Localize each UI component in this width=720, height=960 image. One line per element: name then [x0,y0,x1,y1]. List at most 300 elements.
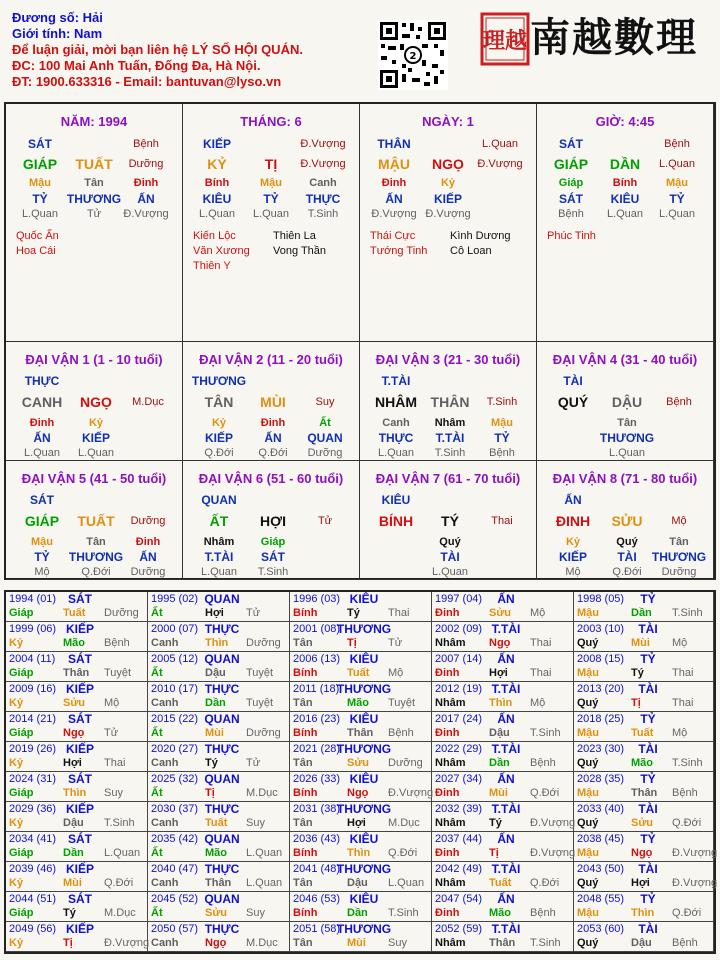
star-label: Hoa Cái [16,245,56,257]
year-ten-god: T.TÀI [491,802,521,816]
dai-van-title: ĐẠI VẬN 5 (41 - 50 tuổi) [21,471,167,486]
year-stage: Mộ [530,697,546,709]
year-stem: Kỷ [9,697,24,709]
year-stage: Đ.Vượng [104,937,150,949]
year-branch: Thân [205,877,232,889]
year-stem: Quý [577,637,599,649]
year-ten-god: QUAN [204,712,240,726]
ten-god-top: THÂN [377,137,411,151]
year-label: 1998 (05) [577,593,625,605]
year-ten-god: T.TÀI [491,622,521,636]
year-ten-god: TÀI [638,742,658,756]
pillar-cell [360,104,537,342]
year-stage: Thai [104,757,126,769]
year-ten-god: TÀI [638,862,658,876]
year-stem: Kỷ [9,637,24,649]
year-label: 1995 (02) [151,593,199,605]
hidden-stage: Đ.Vượng [123,208,169,220]
hidden-stem: Đinh [29,417,55,429]
hidden-stage: Mộ [565,566,581,578]
contact-note: Để luận giải, mời bạn liên hệ LÝ SỐ HỘI QUÁN. [12,42,303,57]
stage-branch: Suy [315,396,335,408]
year-branch: Sửu [489,607,512,619]
year-stage: Q.Đới [530,787,560,799]
hidden-stage: L.Quan [198,208,236,220]
star-label: Thái Cực [370,230,416,242]
year-cell [574,922,714,952]
year-stage: L.Quan [388,877,425,889]
year-cell [574,592,714,622]
year-branch: Thìn [63,787,87,799]
year-stem: Mậu [577,667,599,679]
hidden-ten-god: THƯƠNG [651,550,707,564]
year-ten-god: TỶ [640,592,656,606]
year-label: 1996 (03) [293,593,341,605]
earthly-branch: THÂN [430,394,470,410]
year-label: 2030 (37) [151,803,199,815]
hidden-ten-god: KIẾP [204,431,234,445]
year-branch: Dậu [489,727,510,739]
pillar-title: NĂM: 1994 [60,114,128,129]
year-stage: M.Dục [246,937,278,949]
year-cell [574,832,718,862]
hidden-ten-god: ẤN [385,192,403,206]
stage-branch: Thai [491,515,513,527]
dai-van-cell [360,461,537,580]
year-branch: Mão [631,757,653,769]
year-stage: M.Dục [388,817,420,829]
year-stage: Đ.Vượng [672,847,718,859]
year-branch: Mão [489,907,511,919]
year-cell [290,682,432,712]
year-label: 2020 (27) [151,743,199,755]
year-stem: Giáp [9,787,34,799]
hidden-stem: Quý [439,536,461,548]
year-ten-god: KIÊU [349,712,379,726]
year-ten-god: KIẾP [65,862,95,876]
year-ten-god: KIÊU [349,892,379,906]
year-branch: Dần [63,847,84,859]
hidden-ten-god: KIẾP [433,192,463,206]
year-ten-god: TÀI [638,922,658,936]
year-label: 2045 (52) [151,893,199,905]
year-ten-god: THỰC [204,622,240,636]
year-ten-god: TỶ [640,712,656,726]
year-stage: Q.Đới [672,817,702,829]
hidden-ten-god: SÁT [559,192,583,206]
hidden-stem: Kỷ [88,417,104,429]
year-branch: Thìn [631,907,655,919]
year-ten-god: KIẾP [65,742,95,756]
year-branch: Thìn [489,697,513,709]
year-ten-god: ẤN [497,832,515,846]
year-ten-god: SÁT [68,892,92,906]
year-label: 2052 (59) [435,923,483,935]
year-cell [6,652,148,682]
hidden-stage: Dưỡng [130,566,166,578]
dai-van-title: ĐẠI VẬN 6 (51 - 60 tuổi) [198,471,344,486]
hidden-stage: Dưỡng [307,447,343,459]
year-ten-god: KIÊU [349,772,379,786]
earthly-branch: MÙI [260,394,286,410]
star-label: Văn Xương [193,245,250,257]
year-stage: Thai [672,697,694,709]
seal-text: 理越 [482,28,528,54]
stage-branch: M.Dục [132,396,164,408]
year-label: 2029 (36) [9,803,57,815]
year-cell [6,802,148,832]
heavenly-stem: TÂN [204,394,234,410]
hidden-stem: Tân [617,417,637,429]
year-stem: Giáp [9,607,34,619]
year-cell [574,652,714,682]
year-stage: Tử [246,757,261,769]
hidden-stage: L.Quan [200,566,238,578]
year-stem: Canh [151,937,179,949]
hidden-stage: Dưỡng [661,566,697,578]
year-cell [148,832,290,862]
year-cell [432,802,574,832]
hidden-stage: L.Quan [431,566,469,578]
hidden-ten-god: KIÊU [202,192,232,206]
pillar-cell [6,104,183,342]
year-ten-god: TÀI [638,682,658,696]
stage-top: Bệnh [664,138,690,150]
year-label: 2027 (34) [435,773,483,785]
year-label: 2040 (47) [151,863,199,875]
year-ten-god: SÁT [68,772,92,786]
address-line: ĐC: 100 Mai Anh Tuấn, Đống Đa, Hà Nội. [12,58,261,73]
pillar-grid [4,102,716,580]
year-stage: Dưỡng [388,757,423,769]
stage-branch: Mộ [671,515,687,527]
year-stem: Nhâm [435,697,466,709]
year-stem: Bính [293,667,318,679]
phone-email-line: ĐT: 1900.633316 - Email: bantuvan@lyso.vn [12,74,282,89]
hidden-stem: Mậu [666,177,688,189]
year-branch: Mùi [347,937,366,949]
year-stem: Mậu [577,907,599,919]
year-cell [432,772,574,802]
year-stage: Bệnh [672,787,698,799]
year-ten-god: KIẾP [65,802,95,816]
year-stem: Quý [577,937,599,949]
hidden-ten-god: THƯƠNG [68,550,124,564]
hidden-stage: Q.Đới [81,566,111,578]
year-branch: Mùi [205,727,224,739]
year-branch: Tị [631,697,641,709]
hidden-stem: Nhâm [434,417,466,429]
year-label: 2050 (57) [151,923,199,935]
hidden-ten-god: TÀI [440,550,460,564]
year-branch: Dần [205,697,226,709]
hidden-stem: Đinh [133,177,159,189]
year-stage: Suy [246,907,265,919]
seal-stamp-icon [480,12,530,66]
stage-branch: Đ.Vượng [477,158,523,170]
year-stem: Nhâm [435,877,466,889]
qr-badge: 2 [409,51,417,62]
year-stage: L.Quan [104,847,141,859]
heavenly-stem: ĐINH [555,513,591,529]
year-stem: Đinh [435,667,460,679]
year-ten-god: T.TÀI [491,682,521,696]
dai-van-title: ĐẠI VẬN 2 (11 - 20 tuổi) [199,352,343,367]
year-stage: Bệnh [530,757,556,769]
hidden-stage: L.Quan [606,208,644,220]
heavenly-stem: QUÝ [557,394,589,410]
year-branch: Thân [63,667,90,679]
year-stem: Canh [151,637,179,649]
hidden-ten-god: SÁT [261,550,285,564]
year-label: 2031 (38) [293,803,341,815]
year-label: 2009 (16) [9,683,57,695]
year-cell [290,622,432,652]
year-stem: Kỷ [9,757,24,769]
year-cell [6,922,148,952]
year-cell [6,832,148,862]
year-label: 2023 (30) [577,743,625,755]
star-label: Quốc Ấn [16,230,59,242]
year-branch: Ngọ [63,727,85,739]
year-cell [148,682,290,712]
yearly-luck-table [4,590,716,954]
year-cell [432,592,574,622]
pillar-title: THÁNG: 6 [240,114,302,129]
year-cell [290,862,432,892]
year-label: 2006 (13) [293,653,341,665]
year-branch: Tuất [347,667,370,679]
year-label: 2007 (14) [435,653,483,665]
year-branch: Dậu [205,667,226,679]
earthly-branch: DẬU [611,394,643,410]
year-stem: Giáp [9,727,34,739]
year-stage: Q.Đới [388,847,418,859]
hidden-stage: Q.Đới [258,447,288,459]
year-cell [432,922,574,952]
hidden-stem: Tân [669,536,689,548]
year-ten-god: THƯƠNG [336,922,392,936]
ten-god-top: KIẾP [202,137,232,151]
year-branch: Thìn [347,847,371,859]
year-ten-god: TỶ [640,832,656,846]
year-label: 2019 (26) [9,743,57,755]
year-cell [432,832,574,862]
year-stem: Nhâm [435,637,466,649]
year-branch: Tý [347,607,360,619]
owner-name: Đương số: Hải [12,10,103,25]
hidden-ten-god: THỰC [378,431,414,445]
year-label: 2049 (56) [9,923,57,935]
year-label: 1994 (01) [9,593,57,605]
year-cell [6,892,148,922]
year-label: 2013 (20) [577,683,625,695]
year-cell [290,742,432,772]
year-stage: Suy [104,787,123,799]
year-ten-god: THỰC [204,922,240,936]
year-cell [574,712,714,742]
year-cell [148,652,290,682]
ten-god-top: SÁT [559,137,583,151]
year-stage: Tuyệt [388,697,416,709]
year-label: 2001 (08) [293,623,341,635]
year-label: 2039 (46) [9,863,57,875]
year-stage: T.Sinh [530,937,561,949]
year-stem: Bính [293,607,318,619]
hidden-ten-god: THỰC [305,192,341,206]
year-label: 2026 (33) [293,773,341,785]
earthly-branch: TUẤT [77,513,115,529]
year-stage: T.Sinh [672,607,703,619]
year-ten-god: THƯƠNG [336,862,392,876]
hidden-stem: Tân [84,177,104,189]
year-branch: Dần [631,607,652,619]
year-cell [148,712,290,742]
ten-god-top: TÀI [563,374,583,388]
year-stage: Đ.Vượng [388,787,434,799]
year-label: 1997 (04) [435,593,483,605]
year-label: 2047 (54) [435,893,483,905]
year-label: 2036 (43) [293,833,341,845]
dai-van-cell [183,342,360,461]
year-stem: Bính [293,787,318,799]
hidden-ten-god: ẤN [264,431,282,445]
earthly-branch: NGỌ [432,156,464,172]
hidden-stem: Nhâm [203,536,235,548]
year-branch: Tuất [489,877,512,889]
year-branch: Ngọ [631,847,653,859]
year-ten-god: KIẾP [65,682,95,696]
year-cell [6,592,148,622]
star-label: Thiên La [273,230,316,242]
year-stage: Bệnh [388,727,414,739]
hidden-stem: Canh [382,417,410,429]
year-stage: Mộ [388,667,404,679]
hidden-ten-god: THƯƠNG [599,431,655,445]
year-cell [6,712,148,742]
year-stem: Canh [151,757,179,769]
stage-branch: L.Quan [658,158,696,170]
hidden-ten-god: KIẾP [558,550,588,564]
heavenly-stem: NHÂM [375,394,417,410]
year-ten-god: SÁT [68,712,92,726]
year-label: 2044 (51) [9,893,57,905]
year-branch: Dậu [631,937,652,949]
dai-van-cell [6,461,183,580]
heavenly-stem: MẬU [378,156,410,172]
year-branch: Tuất [63,607,86,619]
stage-branch: T.Sinh [486,396,518,408]
year-stem: Ất [151,787,163,799]
year-ten-god: QUAN [204,592,240,606]
hidden-stage: L.Quan [77,447,115,459]
year-stem: Mậu [577,787,599,799]
year-label: 2043 (50) [577,863,625,875]
year-branch: Thân [347,727,374,739]
earthly-branch: TỊ [264,156,278,172]
year-stage: L.Quan [246,877,283,889]
year-ten-god: TỶ [640,892,656,906]
year-cell [574,682,714,712]
star-label: Vong Thần [273,245,327,257]
year-label: 2008 (15) [577,653,625,665]
year-stem: Nhâm [435,937,466,949]
year-stem: Ất [151,727,163,739]
ten-god-top: KIÊU [381,493,411,507]
hidden-ten-god: THƯƠNG [66,192,122,206]
year-stem: Tân [293,817,313,829]
stage-top: L.Quan [481,138,519,150]
year-stage: T.Sinh [672,757,703,769]
year-branch: Ngọ [205,937,227,949]
year-label: 2053 (60) [577,923,625,935]
hidden-stage: L.Quan [23,447,61,459]
year-cell [148,862,290,892]
year-ten-god: KIÊU [349,592,379,606]
year-label: 2025 (32) [151,773,199,785]
dai-van-title: ĐẠI VẬN 4 (31 - 40 tuổi) [552,352,698,367]
year-label: 2048 (55) [577,893,625,905]
heavenly-stem: GIÁP [553,156,589,172]
hidden-stage: Q.Đới [204,447,234,459]
year-branch: Tý [63,907,76,919]
stage-branch: Dưỡng [128,158,164,170]
year-stem: Mậu [577,607,599,619]
year-stem: Canh [151,817,179,829]
year-label: 1999 (06) [9,623,57,635]
year-branch: Tý [631,667,644,679]
year-cell [574,742,714,772]
year-ten-god: T.TÀI [491,862,521,876]
year-stem: Bính [293,727,318,739]
year-cell [574,622,714,652]
dai-van-cell [183,461,360,580]
year-cell [148,592,290,622]
year-ten-god: THƯƠNG [336,682,392,696]
year-stem: Nhâm [435,757,466,769]
year-branch: Sửu [631,817,654,829]
dai-van-title: ĐẠI VẬN 7 (61 - 70 tuổi) [375,471,521,486]
hidden-stem: Kỷ [440,177,456,189]
year-branch: Dần [347,907,368,919]
year-stem: Tân [293,697,313,709]
year-cell [432,892,574,922]
pillar-title: NGÀY: 1 [422,114,474,129]
year-cell [148,892,290,922]
hidden-stage: Đ.Vượng [425,208,471,220]
year-stem: Quý [577,877,599,889]
year-branch: Thân [631,787,658,799]
year-branch: Tị [347,637,357,649]
hidden-stem: Ất [319,417,331,429]
hidden-stage: Tử [86,208,102,220]
dai-van-cell [360,342,537,461]
year-branch: Tuất [631,727,654,739]
hidden-ten-god: T.TÀI [204,550,234,564]
hidden-stem: Kỷ [211,417,227,429]
hidden-ten-god: TỶ [32,192,48,206]
year-ten-god: SÁT [68,832,92,846]
year-ten-god: QUAN [204,832,240,846]
stage-top: Đ.Vượng [300,138,346,150]
dai-van-title: ĐẠI VẬN 3 (21 - 30 tuổi) [375,352,521,367]
stage-top: Bệnh [133,138,159,150]
hidden-ten-god: TÀI [617,550,637,564]
year-cell [6,772,148,802]
year-stage: T.Sinh [388,907,419,919]
year-stage: Thai [530,637,552,649]
dai-van-cell [6,342,183,461]
